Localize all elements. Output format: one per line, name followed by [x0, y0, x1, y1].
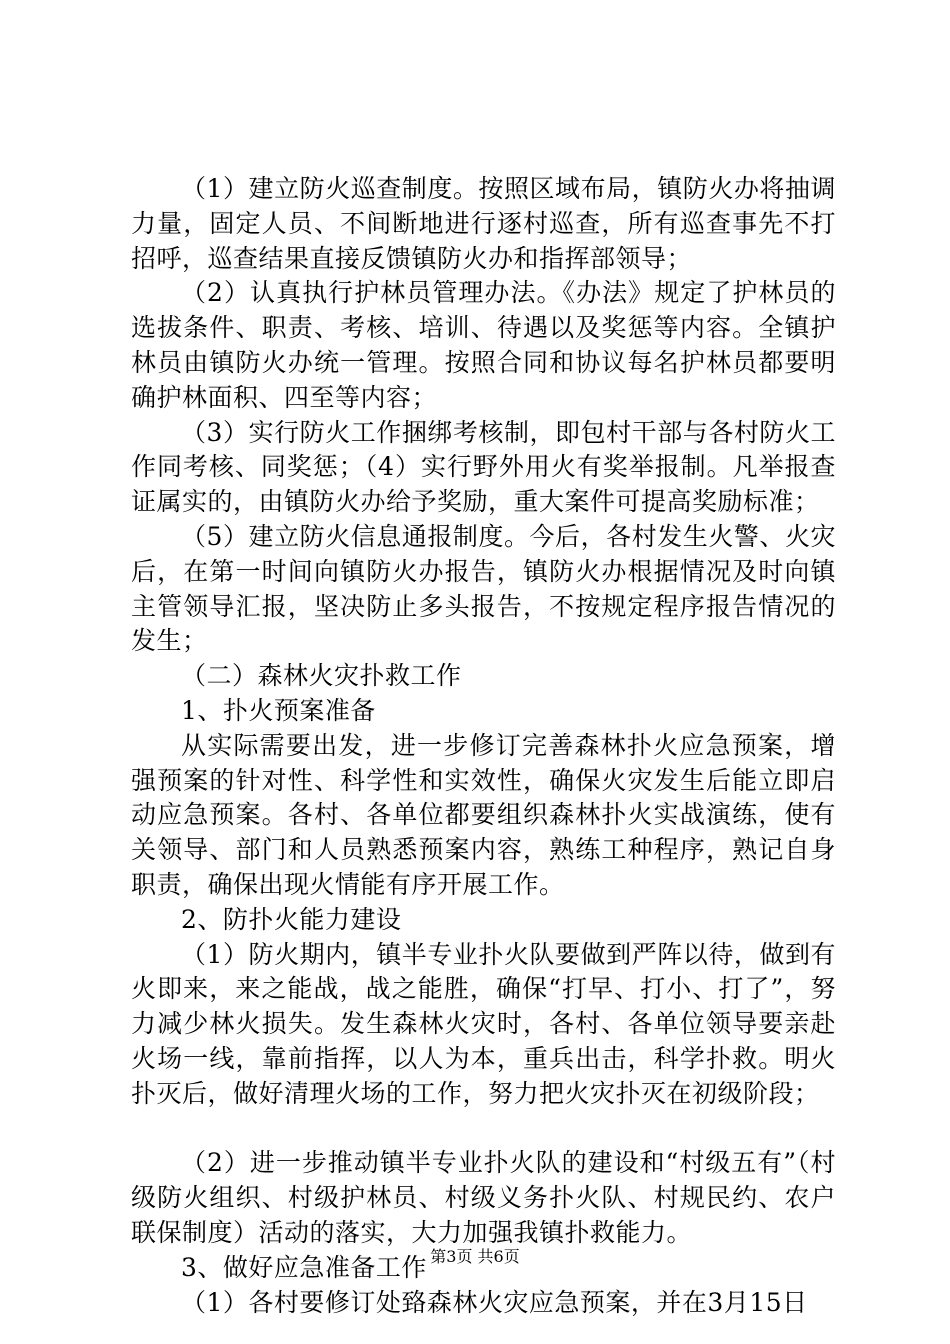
paragraph-fire-period: （1）防火期内，镇半专业扑火队要做到严阵以待，做到有火即来，来之能战，战之能胜，确保“打早、打小、打了”，努力减少林火损失。发生森林火灾时，各村、各单位领导要亲赴火场一线，靠前指挥，以人为本，重兵出击，科学扑救。明火扑灭后，做好清理火场的工作，努力把火灾扑灭在初级阶段； [131, 939, 836, 1108]
paragraph-contingency-plan: 从实际需要出发，进一步修订完善森林扑火应急预案，增强预案的针对性、科学性和实效性，确保火灾发生后能立即启动应急预案。各村、各单位都要组织森林扑火实战演练，使有关领导、部门和人员熟悉预案内容，熟练工种程序，熟记自身职责，确保出现火情能有序开展工作。 [131, 730, 836, 899]
paragraph-information-reporting: （5）建立防火信息通报制度。今后，各村发生火警、火灾后，在第一时间向镇防火办报告，镇防火办根据情况及时向镇主管领导汇报，坚决防止多头报告，不按规定程序报告情况的发生； [131, 521, 836, 656]
page-total: 共6页 [477, 1247, 520, 1266]
page-footer [0, 1244, 950, 1267]
subheading-emergency-preparation: 3、做好应急准备工作 [181, 1252, 427, 1282]
paragraph-emergency-plan-revision: （1）各村要修订处臵森林火灾应急预案，并在3月15日 [181, 1287, 808, 1317]
section-heading-fire-fighting: （二）森林火灾扑救工作 [181, 661, 462, 691]
page-number: 第3页 [430, 1247, 473, 1266]
paragraph-team-building: （2）进一步推动镇半专业扑火队的建设和“村级五有”（村级防火组织、村级护林员、村级义务扑火队、村规民约、农户联保制度）活动的落实，大力加强我镇扑救能力。 [131, 1148, 836, 1247]
paragraph-assessment-reporting: （3）实行防火工作捆绑考核制，即包村干部与各村防火工作同考核、同奖惩；（4）实行野外用火有奖举报制。凡举报查证属实的，由镇防火办给予奖励，重大案件可提高奖励标准； [131, 417, 836, 517]
document-body [131, 172, 836, 1320]
paragraph-patrol-system: （1）建立防火巡查制度。按照区域布局，镇防火办将抽调力量，固定人员、不间断地进行逐村巡查，所有巡查事先不打招呼，巡查结果直接反馈镇防火办和指挥部领导； [131, 174, 836, 273]
subheading-capacity-building: 2、防扑火能力建设 [181, 904, 402, 934]
paragraph-ranger-management: （2）认真执行护林员管理办法。《办法》规定了护林员的选拔条件、职责、考核、培训、待遇以及奖惩等内容。全镇护林员由镇防火办统一管理。按照合同和协议每名护林员都要明确护林面积、四至等内容； [131, 278, 836, 412]
subheading-contingency-plan: 1、扑火预案准备 [181, 695, 376, 725]
